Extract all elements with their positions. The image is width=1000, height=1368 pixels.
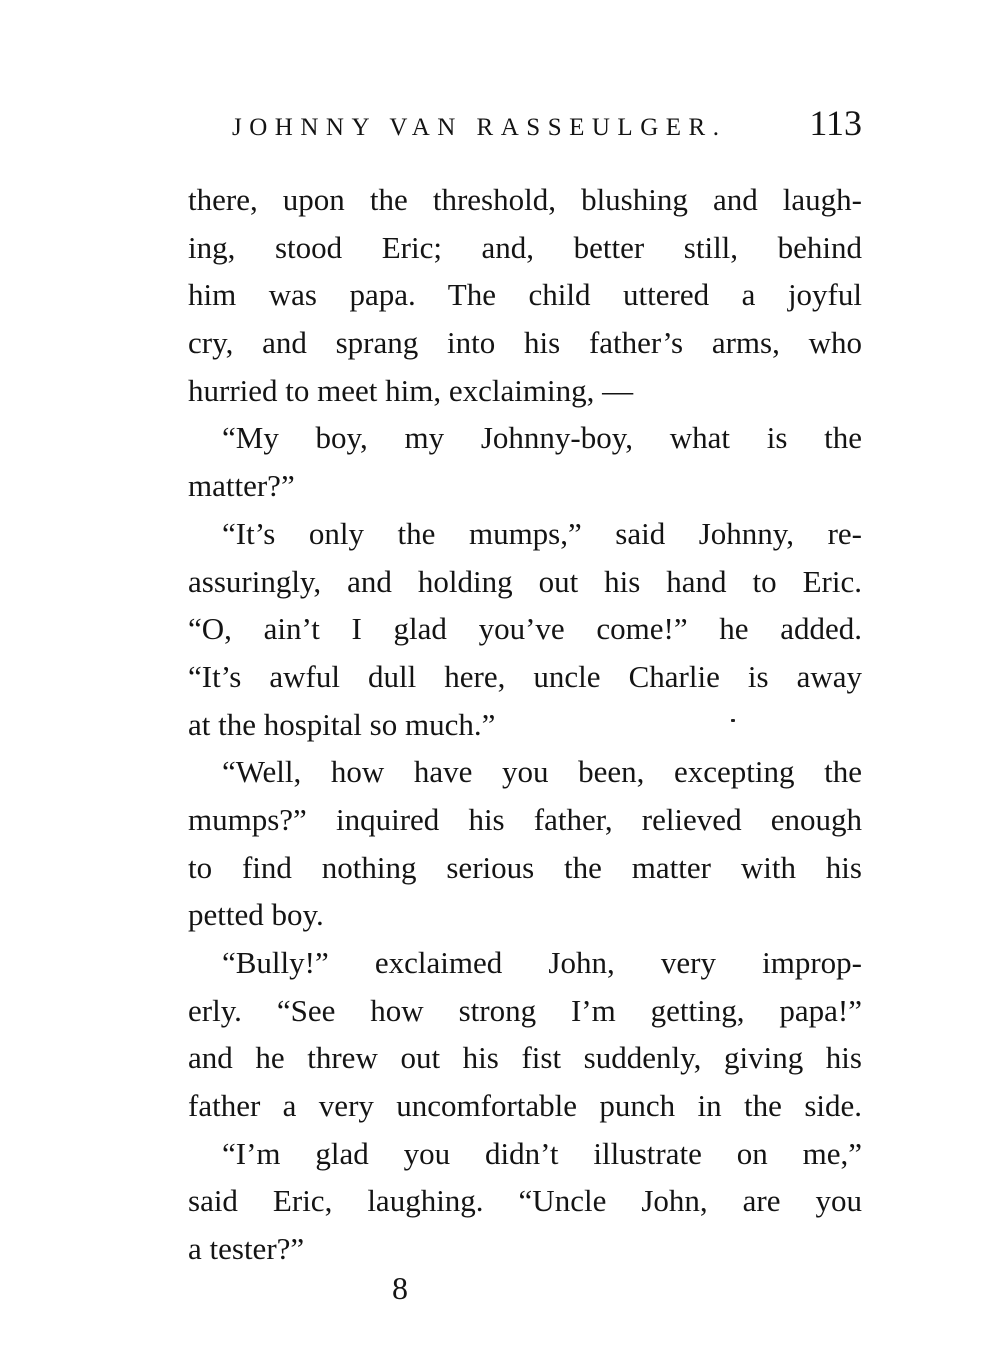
signature-mark: 8 — [392, 1270, 408, 1306]
body-text — [188, 176, 862, 1273]
text-line: him was papa. The child uttered a joyful — [188, 277, 862, 313]
text-line: mumps?” inquired his father, relieved enough — [188, 801, 862, 837]
text-line: ing, stood Eric; and, better still, behind — [188, 229, 862, 265]
text-line: “Bully!” exclaimed John, very improp- — [222, 945, 862, 980]
text-line: petted boy. — [188, 897, 324, 933]
page-number: 113 — [809, 103, 862, 143]
text-line: there, upon the threshold, blushing and laugh- — [188, 182, 862, 217]
text-line: erly. “See how strong I’m getting, papa!” — [188, 992, 862, 1028]
text-line: “My boy, my Johnny-boy, what is the — [222, 420, 862, 456]
text-line: “I’m glad you didn’t illustrate on me,” — [222, 1135, 862, 1171]
running-title: JOHNNY VAN RASSEULGER. — [232, 114, 727, 141]
text-line: “Well, how have you been, excepting the — [222, 754, 862, 790]
text-line: “It’s awful dull here, uncle Charlie is away — [188, 658, 862, 694]
text-line: matter?” — [188, 468, 295, 504]
page-header — [188, 100, 862, 152]
text-line: father a very uncomfortable punch in the side. — [188, 1088, 862, 1124]
text-line: “It’s only the mumps,” said Johnny, re- — [222, 515, 862, 551]
text-line: hurried to meet him, exclaiming, — — [188, 372, 634, 408]
text-line: at the hospital so much.” — [188, 706, 496, 742]
text-line: a tester?” — [188, 1231, 305, 1267]
text-line: said Eric, laughing. “Uncle John, are you — [188, 1183, 862, 1219]
text-line: cry, and sprang into his father’s arms, who — [188, 325, 862, 361]
text-line: “O, ain’t I glad you’ve come!” he added. — [188, 611, 862, 647]
ink-speck — [731, 719, 735, 722]
text-line: to find nothing serious the matter with his — [188, 849, 862, 885]
text-line: assuringly, and holding out his hand to Eric. — [188, 563, 862, 599]
text-line: and he threw out his fist suddenly, giving his — [188, 1040, 862, 1076]
